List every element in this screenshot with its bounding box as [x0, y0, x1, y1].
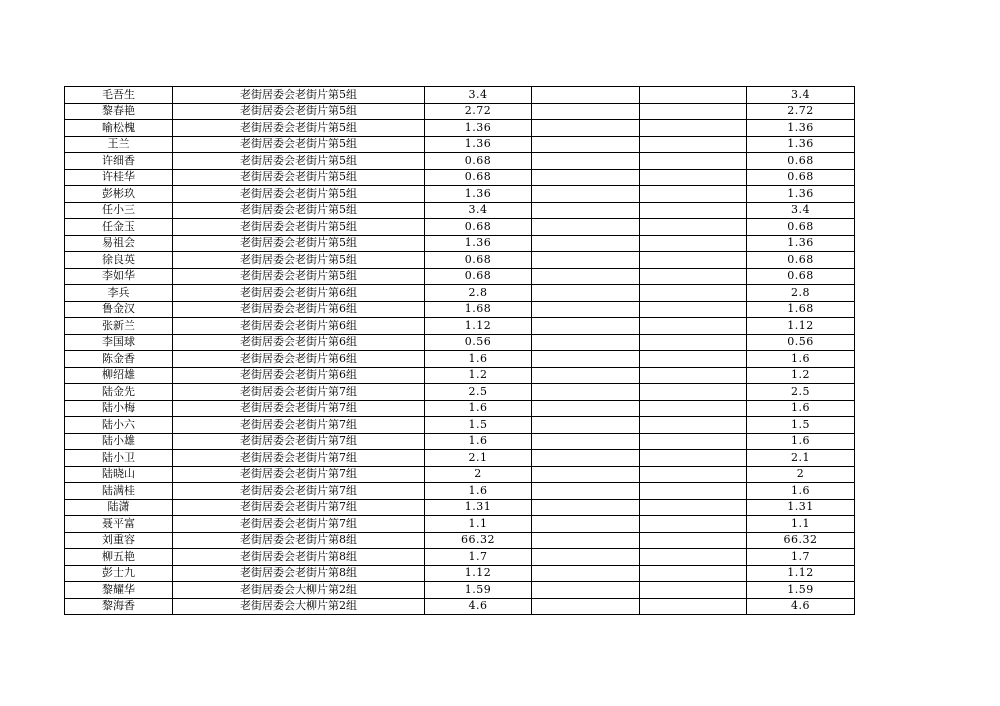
name-cell: 陆小卫 — [65, 450, 173, 467]
total-cell: 1.2 — [747, 367, 855, 384]
amount-cell: 2.8 — [425, 285, 532, 302]
empty-cell — [640, 549, 747, 566]
table-row — [65, 301, 855, 318]
amount-cell: 1.12 — [425, 318, 532, 335]
empty-cell — [532, 268, 640, 285]
address-cell: 老街居委会老街片第5组 — [173, 103, 425, 120]
empty-cell — [640, 433, 747, 450]
table-row — [65, 202, 855, 219]
table-row — [65, 565, 855, 582]
total-cell: 4.6 — [747, 598, 855, 615]
empty-cell — [640, 417, 747, 434]
address-cell: 老街居委会老街片第8组 — [173, 565, 425, 582]
name-cell: 刘重容 — [65, 532, 173, 549]
address-cell: 老街居委会老街片第5组 — [173, 186, 425, 203]
name-cell: 鲁金汉 — [65, 301, 173, 318]
empty-cell — [640, 582, 747, 599]
address-cell: 老街居委会老街片第6组 — [173, 301, 425, 318]
total-cell: 0.68 — [747, 268, 855, 285]
amount-cell: 0.68 — [425, 219, 532, 236]
amount-cell: 1.6 — [425, 433, 532, 450]
name-cell: 黎春艳 — [65, 103, 173, 120]
total-cell: 0.68 — [747, 252, 855, 269]
total-cell: 1.36 — [747, 186, 855, 203]
table-row — [65, 186, 855, 203]
empty-cell — [532, 367, 640, 384]
table-row — [65, 351, 855, 368]
name-cell: 李如华 — [65, 268, 173, 285]
table-row — [65, 582, 855, 599]
empty-cell — [532, 384, 640, 401]
empty-cell — [532, 433, 640, 450]
name-cell: 任金玉 — [65, 219, 173, 236]
table-row — [65, 153, 855, 170]
table-row — [65, 417, 855, 434]
total-cell: 1.5 — [747, 417, 855, 434]
empty-cell — [640, 499, 747, 516]
address-cell: 老街居委会老街片第6组 — [173, 318, 425, 335]
name-cell: 喻松槐 — [65, 120, 173, 137]
total-cell: 1.12 — [747, 565, 855, 582]
empty-cell — [532, 103, 640, 120]
name-cell: 柳五艳 — [65, 549, 173, 566]
address-cell: 老街居委会老街片第7组 — [173, 450, 425, 467]
table-row — [65, 252, 855, 269]
total-cell: 2 — [747, 466, 855, 483]
total-cell: 1.36 — [747, 120, 855, 137]
empty-cell — [640, 483, 747, 500]
table-row — [65, 136, 855, 153]
address-cell: 老街居委会老街片第5组 — [173, 268, 425, 285]
empty-cell — [532, 598, 640, 615]
table-row — [65, 103, 855, 120]
empty-cell — [532, 450, 640, 467]
amount-cell: 1.12 — [425, 565, 532, 582]
empty-cell — [532, 252, 640, 269]
empty-cell — [640, 565, 747, 582]
name-cell: 王兰 — [65, 136, 173, 153]
amount-cell: 1.59 — [425, 582, 532, 599]
name-cell: 陆潇 — [65, 499, 173, 516]
name-cell: 李兵 — [65, 285, 173, 302]
amount-cell: 1.36 — [425, 136, 532, 153]
empty-cell — [640, 367, 747, 384]
amount-cell: 2.5 — [425, 384, 532, 401]
data-table — [64, 86, 855, 615]
name-cell: 黎海香 — [65, 598, 173, 615]
address-cell: 老街居委会老街片第6组 — [173, 334, 425, 351]
empty-cell — [532, 202, 640, 219]
empty-cell — [532, 334, 640, 351]
empty-cell — [640, 598, 747, 615]
empty-cell — [532, 153, 640, 170]
address-cell: 老街居委会老街片第5组 — [173, 202, 425, 219]
empty-cell — [640, 186, 747, 203]
name-cell: 张新兰 — [65, 318, 173, 335]
name-cell: 陆小梅 — [65, 400, 173, 417]
table-row — [65, 318, 855, 335]
empty-cell — [532, 499, 640, 516]
address-cell: 老街居委会老街片第7组 — [173, 433, 425, 450]
name-cell: 任小三 — [65, 202, 173, 219]
address-cell: 老街居委会老街片第7组 — [173, 516, 425, 533]
empty-cell — [532, 565, 640, 582]
name-cell: 陆小六 — [65, 417, 173, 434]
address-cell: 老街居委会老街片第7组 — [173, 466, 425, 483]
amount-cell: 1.2 — [425, 367, 532, 384]
empty-cell — [640, 301, 747, 318]
address-cell: 老街居委会老街片第5组 — [173, 120, 425, 137]
address-cell: 老街居委会老街片第7组 — [173, 400, 425, 417]
amount-cell: 1.68 — [425, 301, 532, 318]
empty-cell — [640, 532, 747, 549]
empty-cell — [532, 532, 640, 549]
amount-cell: 1.6 — [425, 400, 532, 417]
empty-cell — [532, 516, 640, 533]
table-row — [65, 466, 855, 483]
table-row — [65, 367, 855, 384]
empty-cell — [640, 384, 747, 401]
empty-cell — [532, 186, 640, 203]
amount-cell: 66.32 — [425, 532, 532, 549]
amount-cell: 0.56 — [425, 334, 532, 351]
empty-cell — [640, 120, 747, 137]
amount-cell: 2.72 — [425, 103, 532, 120]
address-cell: 老街居委会老街片第7组 — [173, 384, 425, 401]
address-cell: 老街居委会老街片第5组 — [173, 252, 425, 269]
address-cell: 老街居委会老街片第5组 — [173, 136, 425, 153]
empty-cell — [532, 483, 640, 500]
total-cell: 1.12 — [747, 318, 855, 335]
table-row — [65, 433, 855, 450]
address-cell: 老街居委会老街片第7组 — [173, 499, 425, 516]
table-row — [65, 235, 855, 252]
total-cell: 2.1 — [747, 450, 855, 467]
name-cell: 聂平富 — [65, 516, 173, 533]
table-row — [65, 219, 855, 236]
amount-cell: 0.68 — [425, 268, 532, 285]
address-cell: 老街居委会老街片第5组 — [173, 153, 425, 170]
address-cell: 老街居委会老街片第7组 — [173, 483, 425, 500]
total-cell: 1.6 — [747, 351, 855, 368]
table-row — [65, 516, 855, 533]
amount-cell: 1.7 — [425, 549, 532, 566]
empty-cell — [532, 285, 640, 302]
table-row — [65, 450, 855, 467]
address-cell: 老街居委会老街片第6组 — [173, 351, 425, 368]
address-cell: 老街居委会老街片第6组 — [173, 285, 425, 302]
empty-cell — [640, 318, 747, 335]
empty-cell — [640, 400, 747, 417]
name-cell: 许细香 — [65, 153, 173, 170]
empty-cell — [532, 466, 640, 483]
name-cell: 彭士九 — [65, 565, 173, 582]
empty-cell — [532, 318, 640, 335]
name-cell: 陆金先 — [65, 384, 173, 401]
empty-cell — [532, 301, 640, 318]
amount-cell: 0.68 — [425, 153, 532, 170]
total-cell: 1.6 — [747, 433, 855, 450]
amount-cell: 1.36 — [425, 120, 532, 137]
empty-cell — [532, 351, 640, 368]
table-row — [65, 400, 855, 417]
amount-cell: 1.6 — [425, 351, 532, 368]
empty-cell — [532, 136, 640, 153]
table-row — [65, 384, 855, 401]
empty-cell — [532, 582, 640, 599]
name-cell: 陆小雄 — [65, 433, 173, 450]
total-cell: 1.68 — [747, 301, 855, 318]
amount-cell: 2.1 — [425, 450, 532, 467]
name-cell: 彭彬玖 — [65, 186, 173, 203]
name-cell: 黎耀华 — [65, 582, 173, 599]
empty-cell — [640, 351, 747, 368]
amount-cell: 1.5 — [425, 417, 532, 434]
total-cell: 1.36 — [747, 235, 855, 252]
total-cell: 0.68 — [747, 169, 855, 186]
empty-cell — [532, 169, 640, 186]
total-cell: 1.7 — [747, 549, 855, 566]
amount-cell: 3.4 — [425, 202, 532, 219]
amount-cell: 2 — [425, 466, 532, 483]
total-cell: 0.68 — [747, 219, 855, 236]
table-row — [65, 87, 855, 104]
empty-cell — [532, 549, 640, 566]
table-row — [65, 268, 855, 285]
empty-cell — [640, 516, 747, 533]
amount-cell: 1.31 — [425, 499, 532, 516]
address-cell: 老街居委会老街片第5组 — [173, 169, 425, 186]
empty-cell — [532, 120, 640, 137]
address-cell: 老街居委会大柳片第2组 — [173, 582, 425, 599]
empty-cell — [640, 136, 747, 153]
empty-cell — [640, 450, 747, 467]
table-body — [65, 87, 855, 615]
empty-cell — [532, 219, 640, 236]
total-cell: 0.68 — [747, 153, 855, 170]
total-cell: 1.36 — [747, 136, 855, 153]
address-cell: 老街居委会老街片第8组 — [173, 532, 425, 549]
amount-cell: 0.68 — [425, 169, 532, 186]
total-cell: 1.6 — [747, 483, 855, 500]
empty-cell — [532, 235, 640, 252]
amount-cell: 1.36 — [425, 186, 532, 203]
amount-cell: 3.4 — [425, 87, 532, 104]
table-row — [65, 285, 855, 302]
table-row — [65, 483, 855, 500]
address-cell: 老街居委会老街片第5组 — [173, 235, 425, 252]
address-cell: 老街居委会大柳片第2组 — [173, 598, 425, 615]
name-cell: 陆满桂 — [65, 483, 173, 500]
total-cell: 2.72 — [747, 103, 855, 120]
table-row — [65, 499, 855, 516]
total-cell: 2.5 — [747, 384, 855, 401]
empty-cell — [532, 400, 640, 417]
table-row — [65, 549, 855, 566]
amount-cell: 1.6 — [425, 483, 532, 500]
empty-cell — [640, 235, 747, 252]
empty-cell — [640, 268, 747, 285]
empty-cell — [532, 417, 640, 434]
empty-cell — [640, 219, 747, 236]
name-cell: 易祖会 — [65, 235, 173, 252]
address-cell: 老街居委会老街片第6组 — [173, 367, 425, 384]
total-cell: 2.8 — [747, 285, 855, 302]
name-cell: 柳绍雄 — [65, 367, 173, 384]
table-row — [65, 598, 855, 615]
name-cell: 毛吾生 — [65, 87, 173, 104]
empty-cell — [640, 103, 747, 120]
table-row — [65, 120, 855, 137]
empty-cell — [640, 169, 747, 186]
total-cell: 66.32 — [747, 532, 855, 549]
empty-cell — [640, 202, 747, 219]
empty-cell — [640, 87, 747, 104]
table-row — [65, 532, 855, 549]
name-cell: 徐良英 — [65, 252, 173, 269]
amount-cell: 1.1 — [425, 516, 532, 533]
empty-cell — [640, 285, 747, 302]
empty-cell — [640, 153, 747, 170]
total-cell: 3.4 — [747, 202, 855, 219]
total-cell: 1.31 — [747, 499, 855, 516]
address-cell: 老街居委会老街片第8组 — [173, 549, 425, 566]
empty-cell — [640, 252, 747, 269]
address-cell: 老街居委会老街片第5组 — [173, 87, 425, 104]
address-cell: 老街居委会老街片第7组 — [173, 417, 425, 434]
total-cell: 1.6 — [747, 400, 855, 417]
empty-cell — [532, 87, 640, 104]
empty-cell — [640, 466, 747, 483]
table-row — [65, 169, 855, 186]
amount-cell: 1.36 — [425, 235, 532, 252]
total-cell: 0.56 — [747, 334, 855, 351]
name-cell: 李国球 — [65, 334, 173, 351]
name-cell: 陆晓山 — [65, 466, 173, 483]
table-row — [65, 334, 855, 351]
amount-cell: 0.68 — [425, 252, 532, 269]
address-cell: 老街居委会老街片第5组 — [173, 219, 425, 236]
empty-cell — [640, 334, 747, 351]
total-cell: 1.59 — [747, 582, 855, 599]
total-cell: 3.4 — [747, 87, 855, 104]
total-cell: 1.1 — [747, 516, 855, 533]
name-cell: 许桂华 — [65, 169, 173, 186]
name-cell: 陈金香 — [65, 351, 173, 368]
amount-cell: 4.6 — [425, 598, 532, 615]
